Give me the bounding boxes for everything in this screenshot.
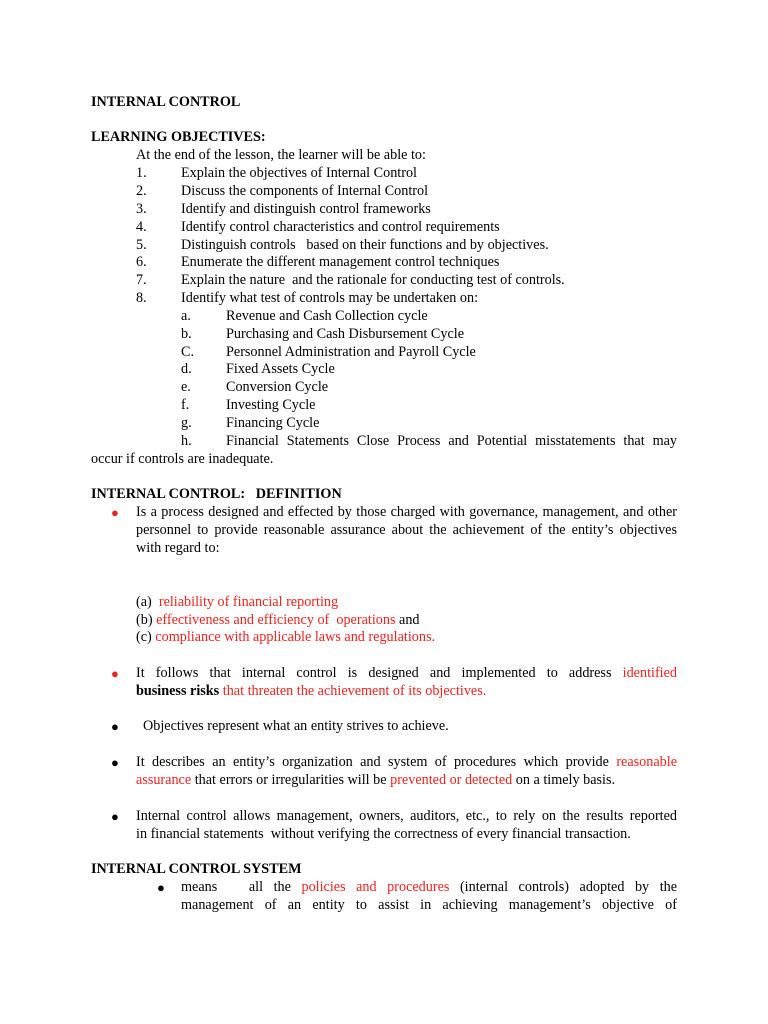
bullet-icon: ● (111, 666, 119, 681)
list-item-letter: e. (181, 379, 191, 395)
list-item-letter: g. (181, 415, 192, 431)
item-text: effectiveness and efficiency of operations (156, 612, 396, 628)
text-line: Internal control allows management, owners, auditors, etc., to rely on the results reported (136, 808, 677, 824)
objectives-intro: At the end of the lesson, the learner will be able to: (136, 147, 426, 163)
list-item: Conversion Cycle (226, 379, 329, 395)
text-run: on a timely basis. (515, 771, 616, 788)
list-item: Identify what test of controls may be undertaken on: (181, 290, 479, 306)
list-item: Financing Cycle (226, 415, 320, 431)
highlight-text: prevented or detected (390, 771, 513, 788)
list-item: Explain the objectives of Internal Control (181, 165, 417, 181)
item-text: compliance with applicable laws and regulations. (155, 629, 436, 645)
list-item-number: 5. (136, 237, 147, 253)
highlight-text: that threaten the achievement of its objectives. (222, 682, 487, 699)
list-item-number: 1. (136, 165, 147, 181)
list-item: Personnel Administration and Payroll Cycle (226, 344, 476, 360)
list-item-letter: b. (181, 326, 192, 342)
list-item-letter: d. (181, 361, 192, 377)
list-item: Discuss the components of Internal Control (181, 183, 429, 199)
list-item: Investing Cycle (226, 397, 316, 413)
list-item-continuation: occur if controls are inadequate. (91, 451, 274, 467)
list-item: Purchasing and Cash Disbursement Cycle (226, 326, 464, 342)
highlight-text: assurance (136, 771, 192, 788)
list-item: Revenue and Cash Collection cycle (226, 308, 428, 324)
bold-text: business risks (136, 682, 220, 699)
list-item: Enumerate the different management control techniques (181, 254, 500, 270)
list-item-number: 8. (136, 290, 147, 306)
list-item: Explain the nature and the rationale for conducting test of controls. (181, 272, 565, 288)
list-item: Fixed Assets Cycle (226, 361, 335, 377)
list-item-letter: C. (181, 344, 195, 360)
list-item-letter: h. (181, 433, 192, 449)
definition-item-b (136, 612, 420, 630)
list-item-number: 6. (136, 254, 147, 270)
bullet-icon: ● (111, 809, 119, 824)
list-item: Identify and distinguish control frameworks (181, 201, 431, 217)
item-label: (c) (136, 629, 152, 645)
highlight-text: identified (622, 665, 678, 681)
text-run: that errors or irregularities will be (194, 771, 387, 788)
list-item-letter: a. (181, 308, 191, 324)
list-item-number: 4. (136, 219, 147, 235)
definition-item-c (136, 629, 435, 647)
text-run: It follows that internal control is designed and implemented to address (136, 665, 612, 681)
paragraph-objectives: Objectives represent what an entity strives to achieve. (143, 718, 449, 734)
bullet-icon: ● (111, 719, 119, 734)
list-item-number: 2. (136, 183, 147, 199)
list-item-number: 3. (136, 201, 147, 217)
bullet-icon: ● (111, 505, 119, 520)
definition-item-a (136, 594, 338, 612)
bullet-icon: ● (111, 755, 119, 770)
list-item-letter: f. (181, 397, 190, 413)
item-tail: and (399, 612, 420, 628)
item-label: (b) (136, 612, 153, 628)
text-run: (internal controls) adopted by the (459, 879, 678, 895)
text-line: management of an entity to assist in achieving management’s objective of (181, 896, 677, 913)
paragraph-reasonable-assurance (136, 754, 677, 790)
list-item: Distinguish controls based on their functions and by objectives. (181, 237, 549, 253)
list-item: Financial Statements Close Process and Potential misstatements that may (226, 433, 677, 449)
list-item-number: 7. (136, 272, 147, 288)
item-label: (a) (136, 594, 152, 610)
section-heading-system: INTERNAL CONTROL SYSTEM (91, 861, 302, 877)
page-title: INTERNAL CONTROL (91, 94, 241, 110)
list-item: Identify control characteristics and control requirements (181, 219, 500, 235)
bullet-icon: ● (157, 880, 165, 895)
item-text: reliability of financial reporting (158, 594, 339, 610)
highlight-text: reasonable (616, 754, 677, 770)
highlight-text: policies and procedures (301, 879, 450, 895)
objectives-heading: LEARNING OBJECTIVES: (91, 129, 266, 145)
text-line: in financial statements without verifying the correctness of every financial transaction. (136, 825, 631, 842)
text-run: It describes an entity’s organization and system of procedures which provide (136, 754, 609, 770)
paragraph-system (181, 879, 677, 915)
text-run: means all the (181, 879, 291, 895)
definition-paragraph: Is a process designed and effected by those charged with governance, management, and other personnel to provide reasonable assurance about the achievement of the entity’s objectives with regard to: (136, 504, 677, 556)
paragraph-reliance (136, 808, 677, 844)
section-heading-definition: INTERNAL CONTROL: DEFINITION (91, 486, 342, 502)
paragraph-business-risks (136, 665, 677, 701)
